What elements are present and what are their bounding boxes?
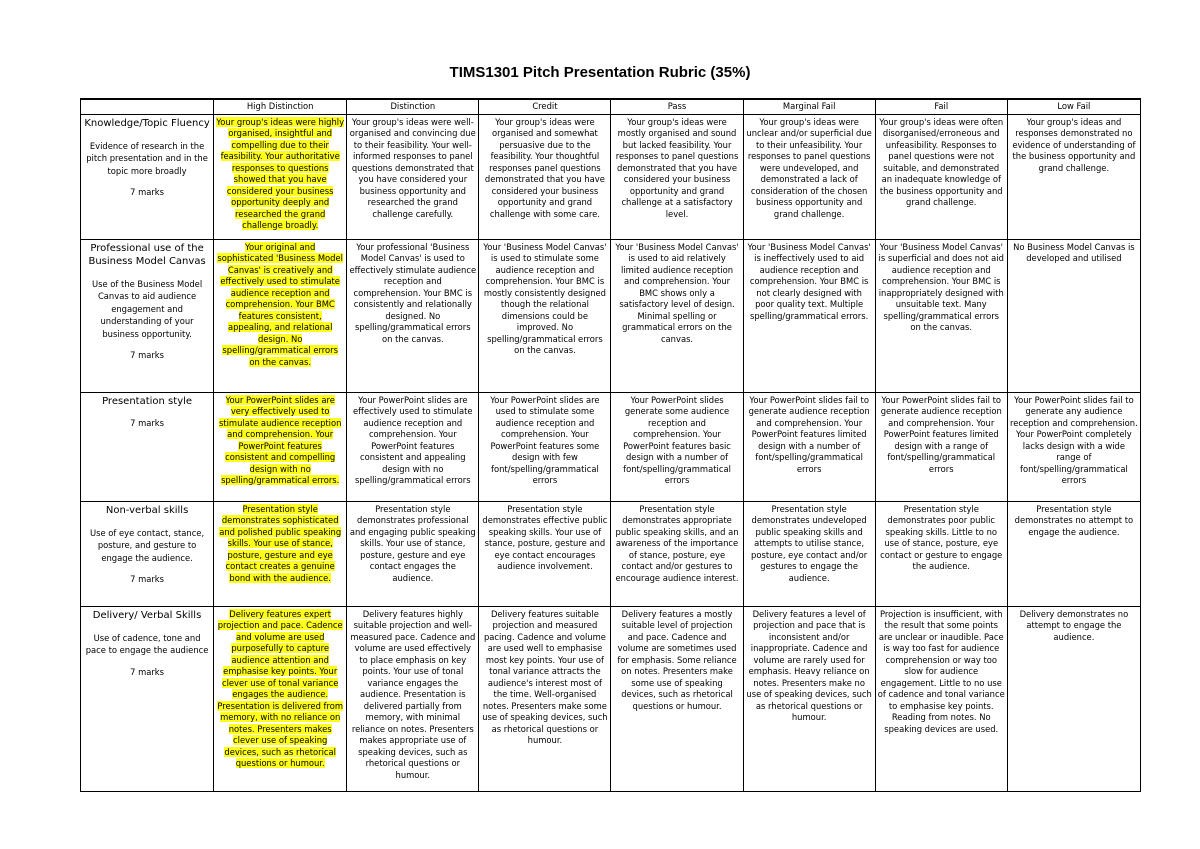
criteria-name: Delivery/ Verbal Skills	[92, 609, 202, 621]
rubric-cell-marginal-fail: Your group's ideas were unclear and/or superficial due to their unfeasibility. Your responses to panel questions were undeveloped, and demonstrated a lack of consideration of the chosen business opportunity and grand challenge.	[743, 114, 875, 239]
criteria-cell	[81, 114, 214, 239]
rubric-cell-pass: Your 'Business Model Canvas' is used to aid relatively limited audience reception and comprehension. Your BMC shows only a satisfactory level of design. Minimal spelling or grammatical errors on the canvas.	[611, 239, 743, 392]
rubric-cell-marginal-fail: Delivery features a level of projection and pace that is inconsistent and/or inappropriate. Cadence and volume are rarely used for emphasis. Heavy reliance on notes. Presenters make no use of speaking devices, such as rhetorical questions or humour.	[743, 606, 875, 791]
header-high-distinction: High Distinction	[214, 99, 347, 114]
rubric-cell-fail: Your PowerPoint slides fail to generate audience reception and comprehension. Your PowerPoint features limited design with a range of font/spelling/grammatical errors	[875, 392, 1007, 501]
table-row	[81, 606, 1141, 791]
criteria-name: Professional use of the Business Model Canvas	[88, 242, 206, 267]
highlighted-text: Presentation style demonstrates sophisticated and polished public speaking skills. Your use of stance, posture, gesture and eye contact creates a genuine bond with the audience.	[219, 503, 342, 583]
rubric-cell-low-fail: No Business Model Canvas is developed and utilised	[1007, 239, 1140, 392]
criteria-cell	[81, 239, 214, 392]
highlighted-text: Your group's ideas were highly organised, insightful and compelling due to their feasibility. Your authoritative responses to questions showed that you have considered your business opportunity deeply and researched the grand challenge broadly.	[216, 116, 345, 230]
header-criteria	[81, 99, 214, 114]
highlighted-text: Your PowerPoint slides are very effectively used to stimulate audience reception and comprehension. Your PowerPoint features consistent and compelling design with no spelling/grammatical errors.	[218, 394, 342, 485]
rubric-cell-credit: Your 'Business Model Canvas' is used to stimulate some audience reception and comprehension. Your BMC is mostly consistently designed though the relational dimensions could be improved. No spelling/grammatical errors on the canvas.	[479, 239, 611, 392]
rubric-cell-low-fail: Delivery demonstrates no attempt to engage the audience.	[1007, 606, 1140, 791]
table-row	[81, 114, 1141, 239]
rubric-cell-distinction: Your PowerPoint slides are effectively used to stimulate audience reception and comprehension. Your PowerPoint features consistent and appealing design with no spelling/grammatical errors	[347, 392, 479, 501]
table-row	[81, 239, 1141, 392]
header-marginal-fail: Marginal Fail	[743, 99, 875, 114]
rubric-cell-high-distinction	[214, 501, 347, 606]
criteria-description: Use of eye contact, stance, posture, and gesture to engage the audience.	[89, 527, 205, 563]
header-credit: Credit	[479, 99, 611, 114]
rubric-cell-fail: Your group's ideas were often disorganised/erroneous and unfeasibility. Responses to panel questions were not suitable, and demonstrated an inadequate knowledge of the business opportunity and grand challenge.	[875, 114, 1007, 239]
criteria-name: Knowledge/Topic Fluency	[84, 117, 210, 129]
rubric-cell-pass: Your group's ideas were mostly organised and sound but lacked feasibility. Your responses to panel questions demonstrated that you have considered your business opportunity and grand challenge at a satisfactory level.	[611, 114, 743, 239]
criteria-marks: 7 marks	[130, 417, 165, 428]
rubric-cell-marginal-fail: Your 'Business Model Canvas' is ineffectively used to aid audience reception and comprehension. Your BMC is not clearly designed with poor quality text. Multiple spelling/grammatical errors.	[743, 239, 875, 392]
rubric-cell-pass: Your PowerPoint slides generate some audience reception and comprehension. Your PowerPoint features basic design with a number of font/spelling/grammatical errors	[611, 392, 743, 501]
rubric-cell-distinction: Delivery features highly suitable projection and well-measured pace. Cadence and volume are used effectively to place emphasis on key points. Your use of tonal variance engages the audience. Presentation is delivered partially from memory, with minimal reliance on notes. Presenters makes appropriate use of speaking devices, such as rhetorical questions or humour.	[347, 606, 479, 791]
rubric-cell-high-distinction	[214, 606, 347, 791]
criteria-marks: 7 marks	[130, 350, 165, 361]
criteria-cell	[81, 606, 214, 791]
rubric-cell-high-distinction	[214, 392, 347, 501]
rubric-cell-low-fail: Your PowerPoint slides fail to generate any audience reception and comprehension. Your PowerPoint completely lacks design with a wide range of font/spelling/grammatical errors	[1007, 392, 1140, 501]
rubric-cell-marginal-fail: Your PowerPoint slides fail to generate audience reception and comprehension. Your PowerPoint features limited design with a number of font/spelling/grammatical errors	[743, 392, 875, 501]
criteria-description: Use of cadence, tone and pace to engage the audience	[85, 632, 209, 656]
highlighted-text: Your original and sophisticated 'Business Model Canvas' is creatively and effectively used to stimulate audience reception and comprehension. Your BMC features consistent, appealing, and relational design. No spelling/grammatical errors on the canvas.	[217, 241, 343, 367]
rubric-cell-pass: Presentation style demonstrates appropriate public speaking skills, and an awareness of the importance of stance, posture, eye contact and/or gestures to encourage audience interest.	[611, 501, 743, 606]
criteria-marks: 7 marks	[130, 187, 165, 198]
rubric-cell-fail: Projection is insufficient, with the result that some points are unclear or inaudible. Pace is way too fast for audience comprehension or way too slow for audience engagement. Little to no use of cadence and tonal variance to emphasise key points. Reading from notes. No speaking devices are used.	[875, 606, 1007, 791]
header-pass: Pass	[611, 99, 743, 114]
rubric-table	[80, 98, 1141, 792]
rubric-cell-credit: Your PowerPoint slides are used to stimulate some audience reception and comprehension. Your PowerPoint features some design with few font/spelling/grammatical errors	[479, 392, 611, 501]
page-title: TIMS1301 Pitch Presentation Rubric (35%)	[449, 64, 751, 81]
criteria-cell	[81, 392, 214, 501]
header-distinction: Distinction	[347, 99, 479, 114]
rubric-cell-distinction: Your professional 'Business Model Canvas' is used to effectively stimulate audience reception and comprehension. Your BMC is consistently and relationally designed. No spelling/grammatical errors on the canvas.	[347, 239, 479, 392]
rubric-cell-fail: Your 'Business Model Canvas' is superficial and does not aid audience reception and comprehension. Your BMC is inappropriately designed with unsuitable text. Many spelling/grammatical errors on the canvas.	[875, 239, 1007, 392]
criteria-name: Non-verbal skills	[105, 504, 189, 516]
rubric-cell-high-distinction	[214, 114, 347, 239]
rubric-cell-pass: Delivery features a mostly suitable level of projection and pace. Cadence and volume are sometimes used for emphasis. Some reliance on notes. Presenters make some use of speaking devices, such as rhetorical questions or humour.	[611, 606, 743, 791]
rubric-cell-low-fail: Presentation style demonstrates no attempt to engage the audience.	[1007, 501, 1140, 606]
rubric-cell-credit: Your group's ideas were organised and somewhat persuasive due to the feasibility. Your thoughtful responses panel questions demonstrated that you have considered your business opportunity and grand challenge with some care.	[479, 114, 611, 239]
rubric-cell-distinction: Your group's ideas were well-organised and convincing due to their feasibility. Your well-informed responses to panel questions demonstrated that you have considered your business opportunity and researched the grand challenge carefully.	[347, 114, 479, 239]
header-fail: Fail	[875, 99, 1007, 114]
criteria-marks: 7 marks	[130, 574, 165, 585]
rubric-cell-marginal-fail: Presentation style demonstrates undeveloped public speaking skills and attempts to utilise stance, posture, eye contact and/or gestures to engage the audience.	[743, 501, 875, 606]
rubric-cell-fail: Presentation style demonstrates poor public speaking skills. Little to no use of stance, posture, eye contact or gesture to engage the audience.	[875, 501, 1007, 606]
rubric-cell-credit: Delivery features suitable projection and measured pacing. Cadence and volume are used well to emphasise most key points. Your use of tonal variance attracts the audience's interest most of the time. Well-organised notes. Presenters make some use of speaking devices, such as rhetorical questions or humour.	[479, 606, 611, 791]
highlighted-text: Delivery features expert projection and pace. Cadence and volume are used purposefully to capture audience attention and emphasise key points. Your clever use of tonal variance engages the audience. Presentation is delivered from memory, with no reliance on notes. Presenters makes clever use of speaking devices, such as rhetorical questions or humour.	[217, 608, 344, 768]
criteria-description: Use of the Business Model Canvas to aid audience engagement and understanding of your business opportunity.	[91, 278, 203, 339]
header-low-fail: Low Fail	[1007, 99, 1140, 114]
rubric-cell-credit: Presentation style demonstrates effective public speaking skills. Your use of stance, posture, gesture and eye contact encourages audience involvement.	[479, 501, 611, 606]
rubric-cell-high-distinction	[214, 239, 347, 392]
table-row	[81, 392, 1141, 501]
header-row	[81, 99, 1141, 114]
criteria-marks: 7 marks	[130, 666, 165, 677]
rubric-cell-low-fail: Your group's ideas and responses demonstrated no evidence of understanding of the business opportunity and grand challenge.	[1007, 114, 1140, 239]
criteria-description: Evidence of research in the pitch presentation and in the topic more broadly	[86, 140, 208, 176]
table-row	[81, 501, 1141, 606]
criteria-name: Presentation style	[102, 395, 193, 407]
criteria-cell	[81, 501, 214, 606]
rubric-cell-distinction: Presentation style demonstrates professional and engaging public speaking skills. Your use of stance, posture, gesture and eye contact engages the audience.	[347, 501, 479, 606]
